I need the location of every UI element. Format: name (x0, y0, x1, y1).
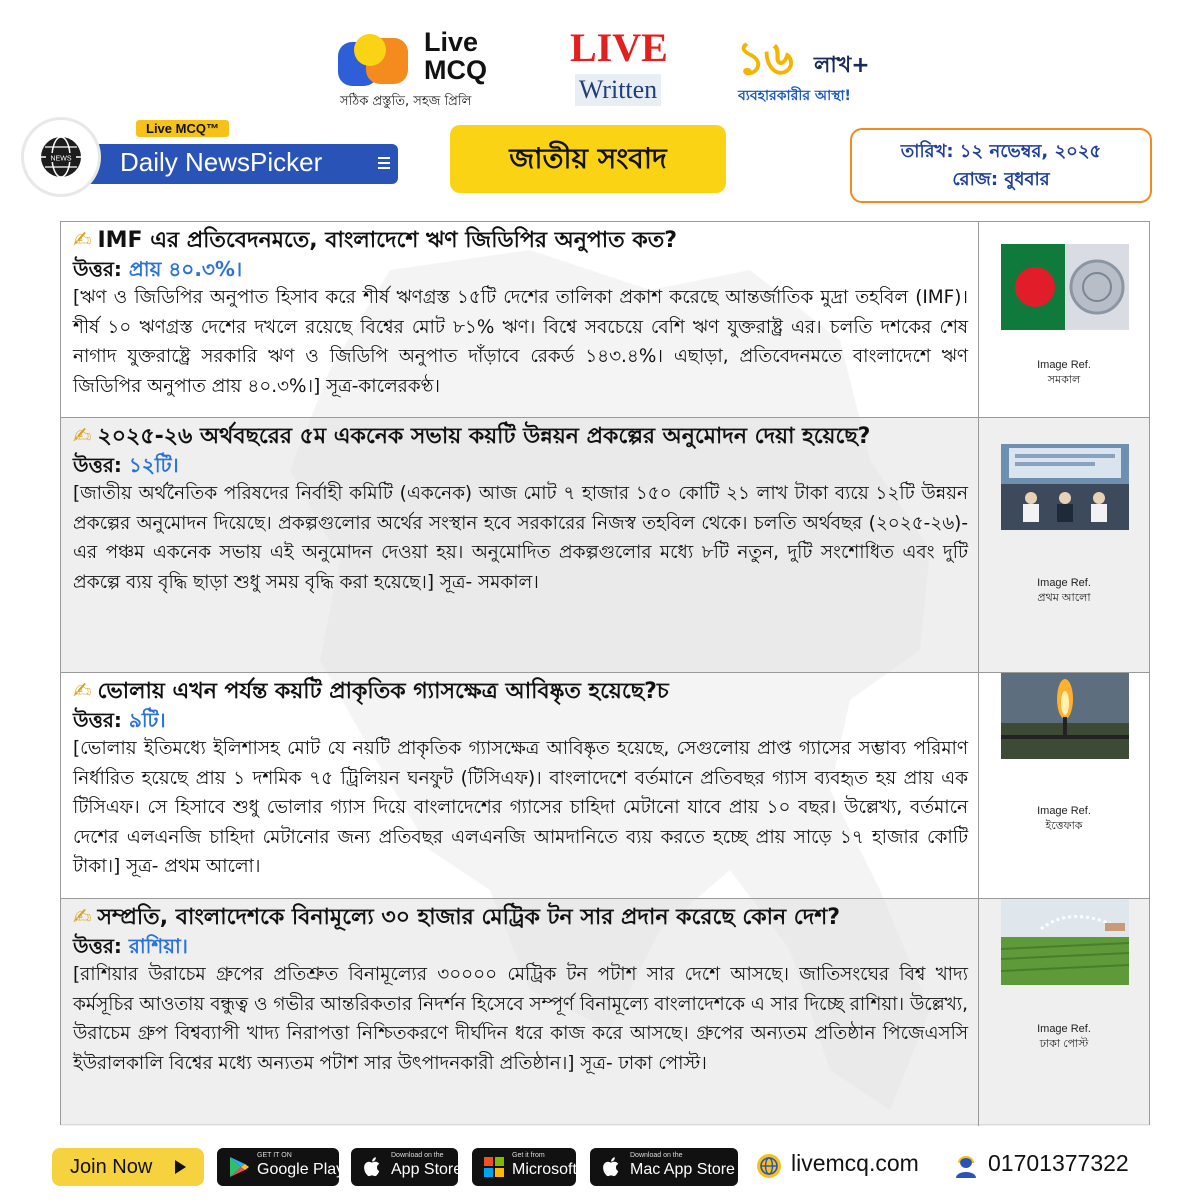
answer-value: ৯টি। (128, 708, 166, 732)
answer-label: উত্তর: (73, 453, 122, 477)
google-play-icon (227, 1155, 251, 1179)
brand-name (424, 28, 487, 84)
news-explanation: [ভোলায় ইতিমধ্যে ইলিশাসহ মোট যে নয়টি প্রাকৃতিক গ্যাসক্ষেত্র আবিষ্কৃত হয়েছে, সেগুলোয় প্রাপ্ত গ্যাসের সম্ভাব্য পরিমাণ নির্ধারিত হয়েছে প্রায় ১ দশমিক ৭৫ ট্রিলিয়ন ঘনফুট (টিসিএফ)। বাংলাদেশে বর্তমানে প্রতিবছর গ্যাস ব্যবহৃত হয় প্রায় এক টিসিএফ। সে হিসাবে শুধু ভোলার গ্যাস দিয়ে বাংলাদেশের গ্যাসের চাহিদা মেটানো যাবে প্রায় ১০ বছর। উল্লেখ্য, বর্তমানে দেশের এলএনজি চাহিদা মেটানোর জন্য প্রতিবছর এলএনজি আমদানিতে ব্যয় করতে হচ্ছে প্রায় সাড়ে ১৭ হাজার কোটি টাকা।] সূত্র- প্রথম আলো। (73, 738, 968, 877)
question-text: সম্প্রতি, বাংলাদেশকে বিনামূল্যে ৩০ হাজার মেট্রিক টন সার প্রদান করেছে কোন দেশ? (97, 905, 841, 930)
answer-value: প্রায় ৪০.৩%। (128, 257, 243, 281)
microsoft-store-button[interactable] (472, 1148, 576, 1186)
news-question (73, 677, 968, 706)
writing-hand-icon: ✍ (73, 679, 92, 704)
image-ref-source: সমকাল (1047, 374, 1081, 386)
daily-newspicker-logo (24, 120, 376, 194)
support-agent-icon (952, 1152, 980, 1180)
gas-flare-image (1001, 673, 1129, 759)
image-ref-source: প্রথম আলো (1037, 592, 1091, 604)
question-text: ২০২৫-২৬ অর্থবছরের ৫ম একনেক সভায় কয়টি উন্নয়ন প্রকল্পের অনুমোদন দেয়া হয়েছে? (97, 424, 871, 449)
news-question (73, 226, 968, 255)
news-answer (73, 255, 968, 283)
news-answer (73, 706, 968, 734)
date-line: তারিখ: ১২ নভেম্বর, ২০২৫ (900, 141, 1102, 162)
mac-app-store-button[interactable] (590, 1148, 738, 1186)
globe-news-icon (24, 120, 98, 194)
image-ref-source: ঢাকা পোস্ট (1039, 1038, 1089, 1050)
day-line: রোজ: বুধবার (952, 169, 1050, 190)
news-explanation: [রাশিয়ার উরাচেম গ্রুপের প্রতিশ্রুত বিনামূল্যের ৩০০০০ মেট্রিক টন পটাশ সার দেশে আসছে। জাতিসংঘের বিশ্ব খাদ্য কর্মসূচির আওতায় বন্ধুত্ব ও গভীর আন্তরিকতার নিদর্শন হিসেবে সম্পূর্ণ বিনামূল্যে বাংলাদেশকে এ সার দিচ্ছে রাশিয়া। উল্লেখ্য, উরাচেম গ্রুপ বিশ্বব্যাপী খাদ্য নিরাপত্তা নিশ্চিতকরণে দীর্ঘদিন ধরে কাজ করে আসছে। গ্রুপের অন্যতম প্রতিষ্ঠান পিজেএসসি ইউরালকালি বিশ্বের মধ্যে অন্যতম পটাশ সার উৎপাদনকারী প্রতিষ্ঠান।] সূত্র- ঢাকা পোস্ট। (73, 964, 968, 1074)
brand-name-line1: Live (424, 27, 479, 57)
apple-icon (361, 1155, 385, 1179)
image-ref-label: Image Ref. (1037, 577, 1091, 589)
brand-name-line2: MCQ (424, 55, 487, 85)
user-count-badge (732, 28, 902, 108)
image-ref-cell (979, 222, 1149, 417)
newspicker-tag: Live MCQ™ (136, 120, 229, 137)
website-link[interactable]: livemcq.com (791, 1150, 919, 1176)
ecnec-meeting-image (1001, 444, 1129, 530)
question-text: IMF এর প্রতিবেদনমতে, বাংলাদেশে ঋণ জিডিপির অনুপাত কত? (97, 228, 677, 253)
news-content-cell (61, 418, 979, 672)
app-store-small: Download on the (391, 1152, 444, 1159)
app-store-button[interactable] (351, 1148, 463, 1186)
answer-label: উত্তর: (73, 934, 122, 958)
image-ref-cell (979, 418, 1149, 672)
livemcq-logo-icon (336, 32, 412, 90)
news-row (61, 418, 1149, 673)
answer-label: উত্তর: (73, 708, 122, 732)
mac-app-store-small: Download on the (630, 1152, 683, 1159)
question-text: ভোলায় এখন পর্যন্ত কয়টি প্রাকৃতিক গ্যাসক্ষেত্র আবিষ্কৃত হয়েছে?চ (97, 679, 669, 704)
svg-text:NEWS: NEWS (50, 155, 72, 163)
answer-label: উত্তর: (73, 257, 122, 281)
brand-logo-block (336, 26, 526, 116)
footer-bar (0, 1148, 1200, 1192)
join-now-button[interactable] (52, 1148, 204, 1186)
writing-hand-icon: ✍ (73, 905, 92, 930)
google-play-button[interactable] (217, 1148, 345, 1186)
google-play-label: Google Play (257, 1161, 345, 1178)
fertilizer-field-image (1001, 899, 1129, 985)
section-title: জাতীয় সংবাদ (450, 125, 726, 193)
live-label: LIVE (570, 25, 668, 70)
image-ref-label: Image Ref. (1037, 359, 1091, 371)
writing-hand-icon: ✍ (73, 228, 92, 253)
image-ref-label: Image Ref. (1037, 1023, 1091, 1035)
apple-icon (600, 1155, 624, 1179)
news-question (73, 903, 968, 932)
play-arrow-icon (175, 1160, 186, 1174)
globe-web-icon (755, 1152, 783, 1180)
news-explanation: [জাতীয় অর্থনৈতিক পরিষদের নির্বাহী কমিটি (একনেক) আজ মোট ৭ হাজার ১৫০ কোটি ২১ লাখ টাকা ব্যয়ে ১২টি উন্নয়ন প্রকল্পের অনুমোদন দিয়েছে। প্রকল্পগুলোর অর্থের সংস্থান হবে সরকারের নিজস্ব তহবিল থেকে। চলতি অর্থবছর (২০২৫-২৬)-এর পঞ্চম একনেক সভায় এই অনুমোদন দেওয়া হয়। অনুমোদিত প্রকল্পগুলোর মধ্যে ৮টি নতুন, দুটি সংশোধিত এবং দুটি প্রকল্পে ব্যয় বৃদ্ধি ছাড়া শুধু সময় বৃদ্ধি করা হয়েছে।] সূত্র- সমকাল। (73, 483, 968, 593)
news-question (73, 422, 968, 451)
phone-number[interactable]: 01701377322 (988, 1150, 1129, 1176)
date-box (850, 128, 1152, 203)
answer-value: ১২টি। (128, 453, 179, 477)
microsoft-label: Microsoft (512, 1161, 577, 1178)
google-play-small: GET IT ON (257, 1152, 292, 1159)
news-row (61, 222, 1149, 418)
image-ref-cell (979, 673, 1149, 898)
image-ref-source: ইত্তেফাক (1045, 820, 1083, 832)
user-count-caption: ব্যবহারকারীর আস্থা! (738, 88, 851, 104)
written-label: Written (575, 74, 661, 106)
image-ref-cell (979, 899, 1149, 1126)
news-content-cell (61, 899, 979, 1126)
answer-value: রাশিয়া। (128, 934, 188, 958)
brand-tagline: সঠিক প্রস্তুতি, সহজ প্রিলি (340, 94, 472, 109)
news-explanation: [ঋণ ও জিডিপির অনুপাত হিসাব করে শীর্ষ ঋণগ্রস্ত ১৫টি দেশের তালিকা প্রকাশ করেছে আন্তর্জাতিক মুদ্রা তহবিল (IMF)। শীর্ষ ১০ ঋণগ্রস্ত দেশের দখলে রয়েছে বিশ্বের মোট ৮১% ঋণ। বিশ্বে সবচেয়ে বেশি ঋণ যুক্তরাষ্ট্র এর। চলতি দশকের শেষ নাগাদ যুক্তরাষ্ট্রে সরকারি ঋণ ও জিডিপি অনুপাত দাঁড়াবে রেকর্ড ১৪৩.৪%। এছাড়া, প্রতিবেদনমতে বাংলাদেশে ঋণ জিডিপির অনুপাত প্রায় ৪০.৩%।] সূত্র-কালেরকণ্ঠ। (73, 287, 968, 397)
news-answer (73, 932, 968, 960)
live-written-logo (570, 25, 668, 108)
news-content-cell (61, 222, 979, 417)
user-count-digits: ১৬ (736, 31, 792, 85)
news-row (61, 673, 1149, 899)
newspicker-title: Daily NewsPicker (120, 147, 323, 177)
menu-lines-icon (378, 157, 390, 172)
bangladesh-flag-imf-image (1001, 244, 1129, 330)
image-ref-label: Image Ref. (1037, 805, 1091, 817)
newspicker-banner (80, 144, 398, 184)
microsoft-icon (482, 1155, 506, 1179)
join-now-label: Join Now (70, 1156, 153, 1178)
app-store-label: App Store (391, 1161, 463, 1178)
writing-hand-icon: ✍ (73, 424, 92, 449)
news-row (61, 899, 1149, 1126)
microsoft-small: Get it from (512, 1152, 545, 1159)
user-count-unit: লাখ+ (814, 53, 870, 78)
news-answer (73, 451, 968, 479)
mac-app-store-label: Mac App Store (630, 1161, 735, 1178)
news-table (60, 221, 1150, 1125)
news-content-cell (61, 673, 979, 898)
